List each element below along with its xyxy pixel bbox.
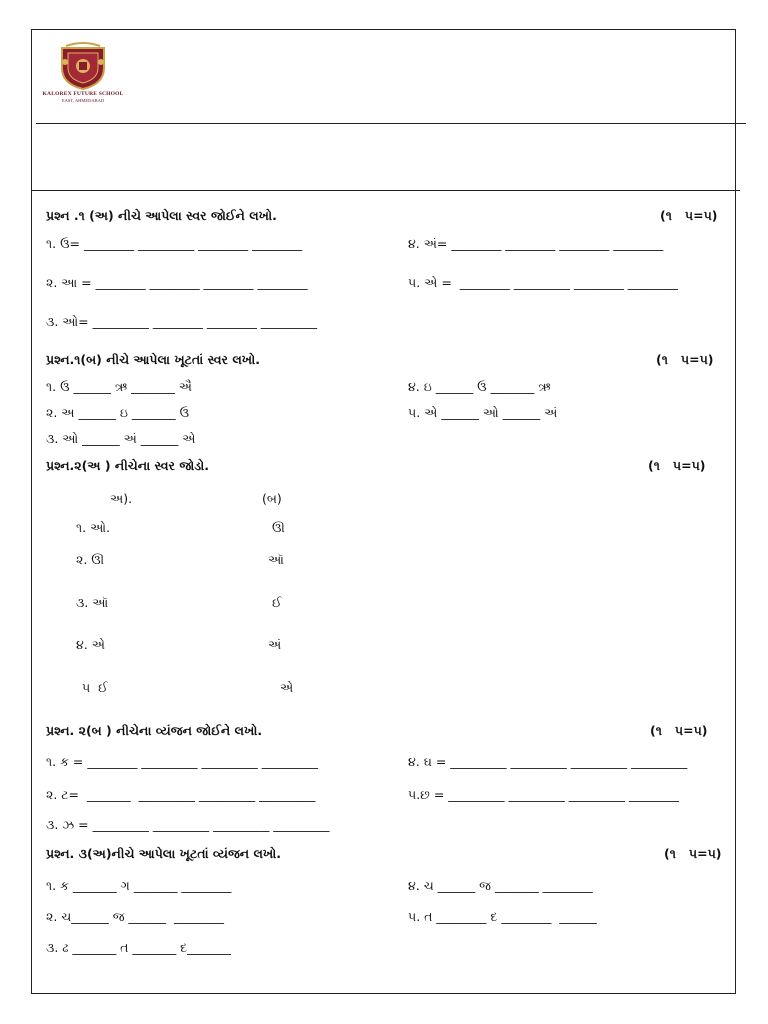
q2a-left-5: ૫ ઈ xyxy=(82,680,108,695)
q1a-title: પ્રશ્ન .૧ (અ) નીચે આપેલા સ્વર જોઈને લખો. xyxy=(46,208,277,223)
q2a-col-a-header: અ). xyxy=(110,491,133,506)
school-name: KALOREX FUTURE SCHOOL xyxy=(42,91,124,97)
q1a-item-2: ૨. આ = ________ ________ ________ ________ xyxy=(46,275,308,290)
q1b-item-5: ૫. એ ______ ઓ ______ અં xyxy=(408,405,558,420)
q1a-item-4: ૪. અં= ________ ________ ________ ________ xyxy=(408,236,664,251)
q3a-item-5: ૫. ત ________ દ ________ ______ xyxy=(408,909,597,924)
q3a-item-1: ૧. ક _______ ગ _______ ________ xyxy=(46,878,232,893)
q2b-item-2: ૨. ટ= _______ _________ _________ _________ xyxy=(46,787,316,802)
q1b-item-2: ૨. અ ______ ઇ _______ ઉ xyxy=(46,405,190,420)
q2b-title: પ્રશ્ન. ૨(બ ) નીચેના વ્યંજન જોઈને લખો. xyxy=(46,723,263,738)
q1a-item-3: ૩. ઓ= _________ ________ ________ _________ xyxy=(46,314,318,329)
q1b-item-4: ૪. ઇ ______ ઉ _______ ઋ xyxy=(408,379,551,394)
q1a-item-5: ૫. એ = ________ _________ ________ ________ xyxy=(408,275,678,290)
q2a-right-4: અં xyxy=(268,637,282,652)
q3a-item-2: ૨. ચ______ જ ______ ________ xyxy=(46,909,225,924)
q3a-title: પ્રશ્ન. ૩(અ)નીચે આપેલા ખૂટતાં વ્યંજન લખો. xyxy=(46,846,282,861)
q1b-marks: (૧ ૫=૫) xyxy=(656,352,714,367)
q2b-item-3: ૩. ઝ = _________ _________ _________ _________ xyxy=(46,817,330,832)
header-divider-bottom xyxy=(31,190,740,191)
q2a-right-2: ઑ xyxy=(268,552,284,567)
school-logo xyxy=(42,42,124,102)
q2b-marks: (૧ ૫=૫) xyxy=(650,723,708,738)
q2a-right-5: એ xyxy=(280,680,294,695)
q2a-left-2: ૨. ઊ xyxy=(76,552,105,567)
header-divider-top xyxy=(36,123,746,124)
crest-icon xyxy=(56,42,110,90)
q1a-item-1: ૧. ઉ= ________ _________ ________ ________ xyxy=(46,236,303,251)
q1b-item-3: ૩. ઓ ______ અં ______ એ xyxy=(46,431,196,446)
q2a-right-3: ઈ xyxy=(272,595,282,610)
q2b-item-5: ૫.છ = _________ _________ _________ ________ xyxy=(408,787,679,802)
q3a-item-3: ૩. ઢ _______ ત _______ દ_______ xyxy=(46,940,231,955)
q3a-marks: (૧ ૫=૫) xyxy=(664,846,722,861)
q2a-left-1: ૧. ઓ. xyxy=(76,520,110,535)
q2a-left-4: ૪. એ xyxy=(76,637,105,652)
q2b-item-4: ૪. ઘ = _________ _________ _________ _________ xyxy=(408,754,688,769)
q2a-right-1: ઊ xyxy=(272,520,285,535)
q1b-item-1: ૧. ઉ ______ ઋ _______ ઐ xyxy=(46,379,192,394)
q2a-left-3: ૩. ઑ xyxy=(76,595,109,610)
q2a-marks: (૧ ૫=૫) xyxy=(648,458,706,473)
q3a-item-4: ૪. ચ ______ જ _______ ________ xyxy=(408,878,593,893)
q2a-title: પ્રશ્ન.૨(અ ) નીચેના સ્વર જોડો. xyxy=(46,458,210,473)
q2b-item-1: ૧. ક = ________ _________ _________ _________ xyxy=(46,754,318,769)
q1a-marks: (૧ ૫=૫) xyxy=(660,208,718,223)
q2a-col-b-header: (બ) xyxy=(262,491,282,506)
school-location: EAST, AHMEDABAD xyxy=(61,98,105,103)
q1b-title: પ્રશ્ન.૧(બ) નીચે આપેલા ખૂટતાં સ્વર લખો. xyxy=(46,352,260,367)
